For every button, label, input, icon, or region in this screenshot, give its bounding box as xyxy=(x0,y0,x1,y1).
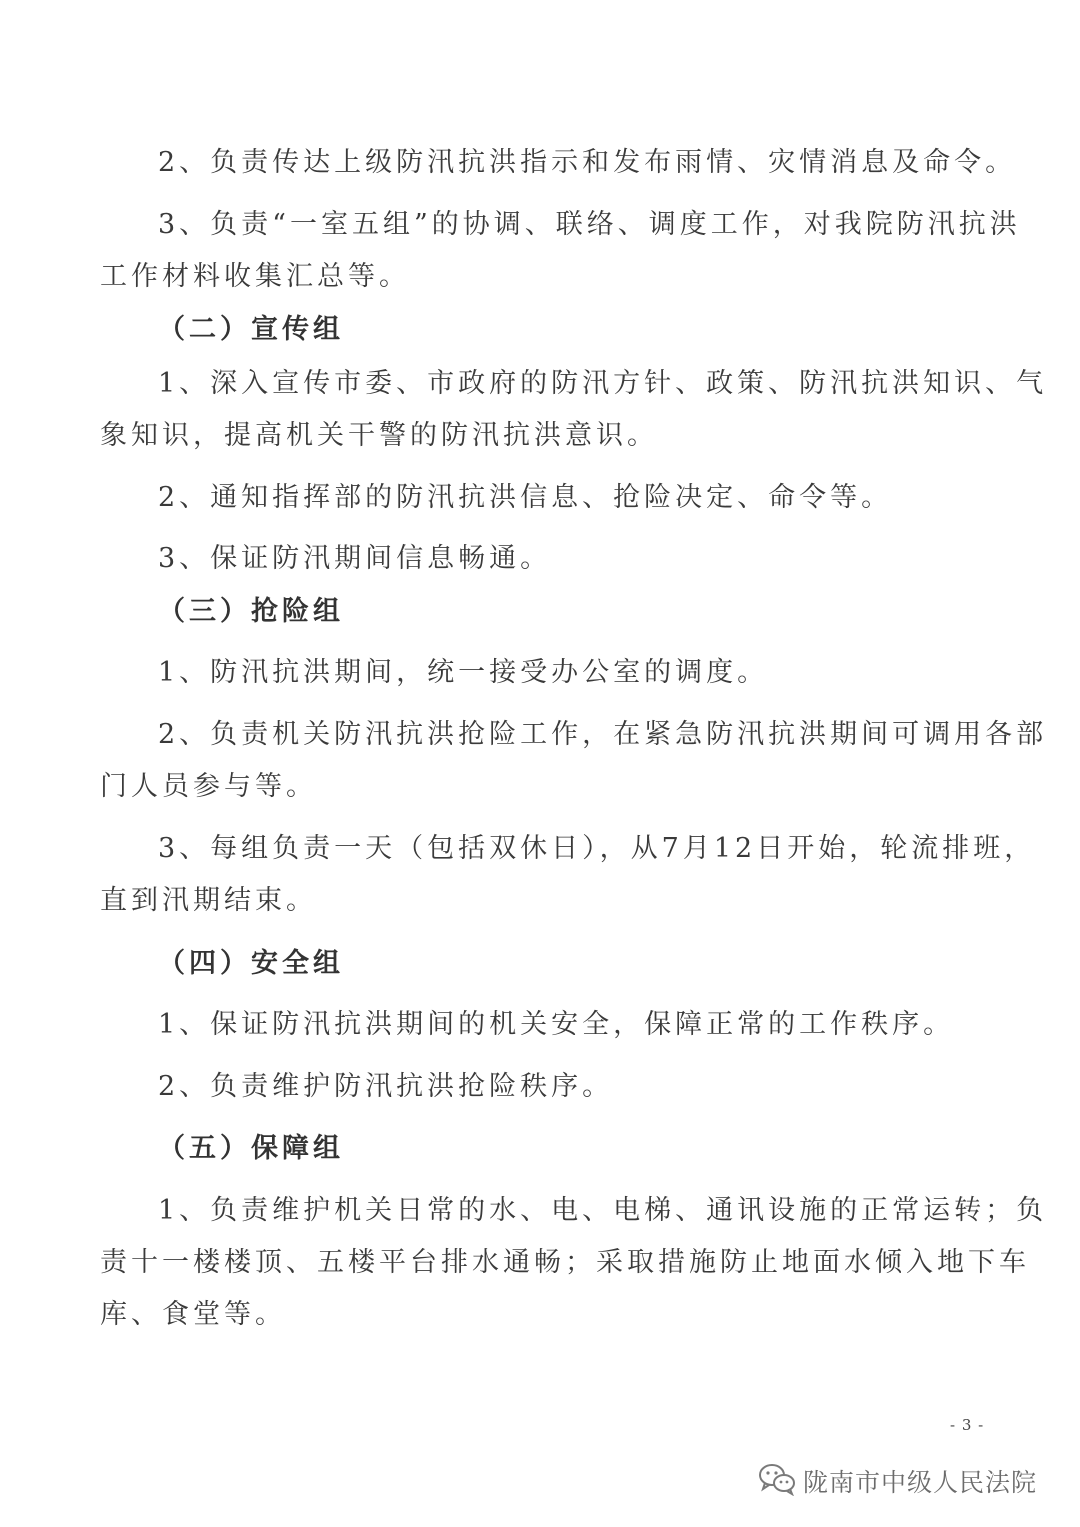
page-number: - 3 - xyxy=(950,1416,985,1434)
text-line: 1、防汛抗洪期间，统一接受办公室的调度。 xyxy=(158,657,769,688)
text-line: 库、食堂等。 xyxy=(100,1299,286,1330)
text-line: 门人员参与等。 xyxy=(100,771,317,802)
watermark-text: 陇南市中级人民法院 xyxy=(803,1468,1038,1497)
text-line: 2、负责机关防汛抗洪抢险工作，在紧急防汛抗洪期间可调用各部 xyxy=(158,719,1048,750)
section-heading: （五）保障组 xyxy=(158,1133,344,1164)
text-line: 直到汛期结束。 xyxy=(100,885,317,916)
wechat-icon xyxy=(757,1462,797,1500)
text-line: 象知识，提高机关干警的防汛抗洪意识。 xyxy=(100,420,658,451)
section-heading: （三）抢险组 xyxy=(158,596,344,627)
text-line: 工作材料收集汇总等。 xyxy=(100,261,410,292)
watermark xyxy=(757,1462,1037,1500)
text-line: 责十一楼楼顶、五楼平台排水通畅；采取措施防止地面水倾入地下车 xyxy=(100,1247,1030,1278)
section-heading: （二）宣传组 xyxy=(158,314,344,345)
text-line: 1、保证防汛抗洪期间的机关安全，保障正常的工作秩序。 xyxy=(158,1009,955,1040)
text-line: 3、负责“一室五组”的协调、联络、调度工作，对我院防汛抗洪 xyxy=(158,209,1021,240)
text-line: 1、深入宣传市委、市政府的防汛方针、政策、防汛抗洪知识、气 xyxy=(158,368,1048,399)
section-heading: （四）安全组 xyxy=(158,948,344,979)
text-line: 2、负责维护防汛抗洪抢险秩序。 xyxy=(158,1071,614,1102)
text-line: 2、通知指挥部的防汛抗洪信息、抢险决定、命令等。 xyxy=(158,482,893,513)
text-line: 1、负责维护机关日常的水、电、电梯、通讯设施的正常运转；负 xyxy=(158,1195,1048,1226)
text-line: 3、每组负责一天（包括双休日），从7月12日开始，轮流排班， xyxy=(158,833,1036,864)
text-line: 3、保证防汛期间信息畅通。 xyxy=(158,543,552,574)
text-line: 2、负责传达上级防汛抗洪指示和发布雨情、灾情消息及命令。 xyxy=(158,147,1017,178)
